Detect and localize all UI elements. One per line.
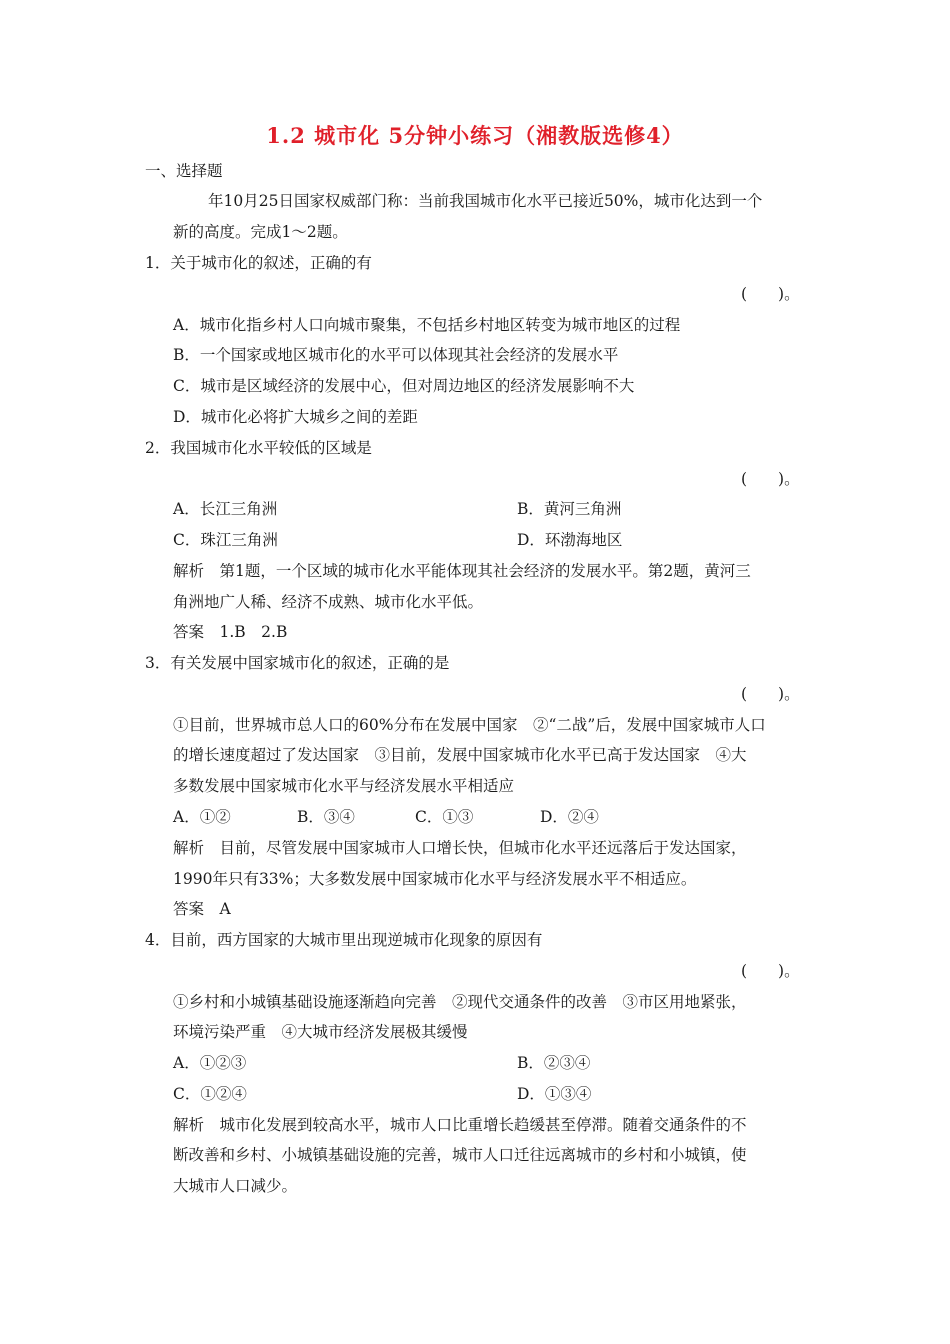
q3-answer: 答案 A (173, 900, 231, 918)
q1-option-a: A．城市化指乡村人口向城市聚集，不包括乡村地区转变为城市地区的过程 (173, 316, 681, 334)
q1-option-b: B．一个国家或地区城市化的水平可以体现其社会经济的发展水平 (173, 346, 619, 364)
q4-option-a: A．①②③ (173, 1054, 247, 1072)
q1-answer-blank: ( )。 (741, 285, 800, 303)
q4-body-line-2: 环境污染严重 ④大城市经济发展极其缓慢 (173, 1023, 468, 1041)
q3-body-line-2: 的增长速度超过了发达国家 ③目前，发展中国家城市化水平已高于发达国家 ④大 (173, 746, 747, 764)
q4-option-d: D．①③④ (517, 1085, 592, 1103)
q2-option-d: D．环渤海地区 (517, 531, 623, 549)
q2-analysis-line-2: 角洲地广人稀、经济不成熟、城市化水平低。 (173, 593, 484, 611)
q2-option-c: C．珠江三角洲 (173, 531, 278, 549)
q2-analysis-line-1: 解析 第1题，一个区域的城市化水平能体现其社会经济的发展水平。第2题，黄河三 (173, 562, 751, 580)
intro-line-1: 年10月25日国家权威部门称：当前我国城市化水平已接近50%，城市化达到一个 (208, 192, 763, 210)
q3-body-line-1: ①目前，世界城市总人口的60%分布在发展中国家 ②“二战”后，发展中国家城市人口 (173, 716, 766, 734)
q1-option-c: C．城市是区域经济的发展中心，但对周边地区的经济发展影响不大 (173, 377, 635, 395)
q3-answer-blank: ( )。 (741, 685, 800, 703)
q4-body-line-1: ①乡村和小城镇基础设施逐渐趋向完善 ②现代交通条件的改善 ③市区用地紧张， (173, 993, 747, 1011)
q2-stem: 2．我国城市化水平较低的区域是 (145, 439, 372, 457)
q3-option-a: A．①② (173, 808, 231, 826)
page-title: 1.2 城市化 5分钟小练习（湘教版选修4） (266, 123, 684, 148)
q4-option-b: B．②③④ (517, 1054, 591, 1072)
q4-analysis-line-1: 解析 城市化发展到较高水平，城市人口比重增长趋缓甚至停滞。随着交通条件的不 (173, 1116, 747, 1134)
q3-option-b: B．③④ (297, 808, 355, 826)
q3-analysis-line-1: 解析 目前，尽管发展中国家城市人口增长快，但城市化水平还远落后于发达国家， (173, 839, 747, 857)
section-heading: 一、选择题 (145, 162, 223, 180)
q2-answer: 答案 1.B 2.B (173, 623, 288, 641)
q4-stem: 4．目前，西方国家的大城市里出现逆城市化现象的原因有 (145, 931, 543, 949)
q2-option-a: A．长江三角洲 (173, 500, 278, 518)
q2-option-b: B．黄河三角洲 (517, 500, 622, 518)
q3-analysis-line-2: 1990年只有33%；大多数发展中国家城市化水平与经济发展水平不相适应。 (173, 870, 697, 888)
q4-option-c: C．①②④ (173, 1085, 247, 1103)
q1-option-d: D．城市化必将扩大城乡之间的差距 (173, 408, 418, 426)
q4-analysis-line-2: 断改善和乡村、小城镇基础设施的完善，城市人口迁往远离城市的乡村和小城镇，使 (173, 1146, 747, 1164)
intro-line-2: 新的高度。完成1～2题。 (173, 223, 348, 241)
q2-answer-blank: ( )。 (741, 470, 800, 488)
q4-answer-blank: ( )。 (741, 962, 800, 980)
q4-analysis-line-3: 大城市人口减少。 (173, 1177, 298, 1195)
q3-body-line-3: 多数发展中国家城市化水平与经济发展水平相适应 (173, 777, 515, 795)
q3-option-c: C．①③ (415, 808, 474, 826)
q1-stem: 1．关于城市化的叙述，正确的有 (145, 254, 372, 272)
q3-stem: 3．有关发展中国家城市化的叙述，正确的是 (145, 654, 450, 672)
q3-option-d: D．②④ (540, 808, 599, 826)
